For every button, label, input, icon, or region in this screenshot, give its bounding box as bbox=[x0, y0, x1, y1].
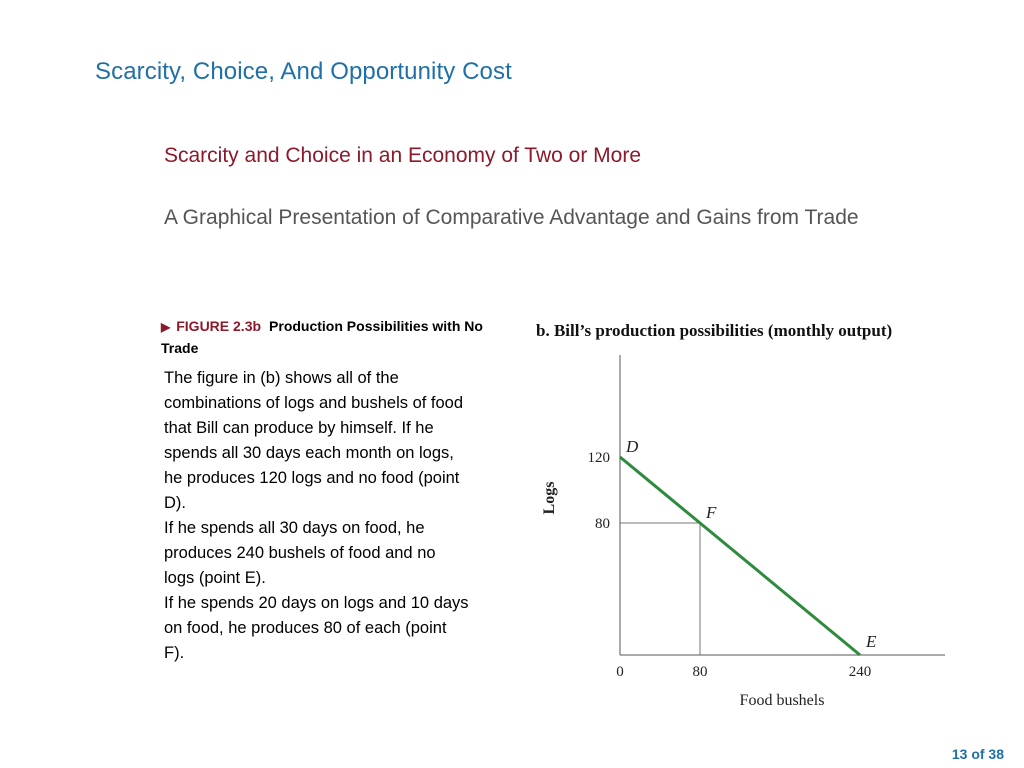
body-text bbox=[164, 366, 469, 666]
body-paragraph-3: If he spends 20 days on logs and 10 days on food, he produces 80 of each (point F). bbox=[164, 594, 469, 662]
figure-label: FIGURE 2.3b bbox=[176, 318, 262, 334]
ppf-line bbox=[620, 457, 860, 655]
figure-title: Production Possibilities with No Trade bbox=[161, 318, 483, 356]
y-tick-label: 120 bbox=[587, 450, 610, 466]
x-tick-label: 0 bbox=[616, 664, 624, 680]
point-label-d: D bbox=[626, 437, 639, 456]
figure-caption bbox=[161, 316, 506, 359]
x-tick-label: 240 bbox=[848, 664, 872, 680]
body-paragraph-1: The figure in (b) shows all of the combinations of logs and bushels of food that Bill can produce by himself. If he spends all 30 days each month on logs, he produces 120 logs and no food (point D). bbox=[164, 369, 464, 512]
subsection-title: A Graphical Presentation of Comparative Advantage and Gains from Trade bbox=[164, 206, 859, 229]
x-tick-label: 80 bbox=[692, 664, 708, 680]
section-title: Scarcity and Choice in an Economy of Two or More bbox=[164, 144, 642, 167]
page-number: 13 of 38 bbox=[951, 746, 1004, 762]
slide-title: Scarcity, Choice, And Opportunity Cost bbox=[95, 58, 512, 85]
y-axis-label: Logs bbox=[541, 481, 558, 515]
body-paragraph-2: If he spends all 30 days on food, he produces 240 bushels of food and no logs (point E). bbox=[164, 519, 436, 587]
ppf-chart bbox=[520, 300, 960, 720]
x-axis-label: Food bushels bbox=[739, 692, 825, 709]
play-arrow-icon: ▶ bbox=[161, 320, 171, 334]
point-label-e: E bbox=[866, 632, 877, 651]
y-tick-label: 80 bbox=[595, 516, 610, 532]
point-label-f: F bbox=[706, 503, 717, 522]
chart-title: b. Bill’s production possibilities (monthly output) bbox=[536, 321, 893, 340]
